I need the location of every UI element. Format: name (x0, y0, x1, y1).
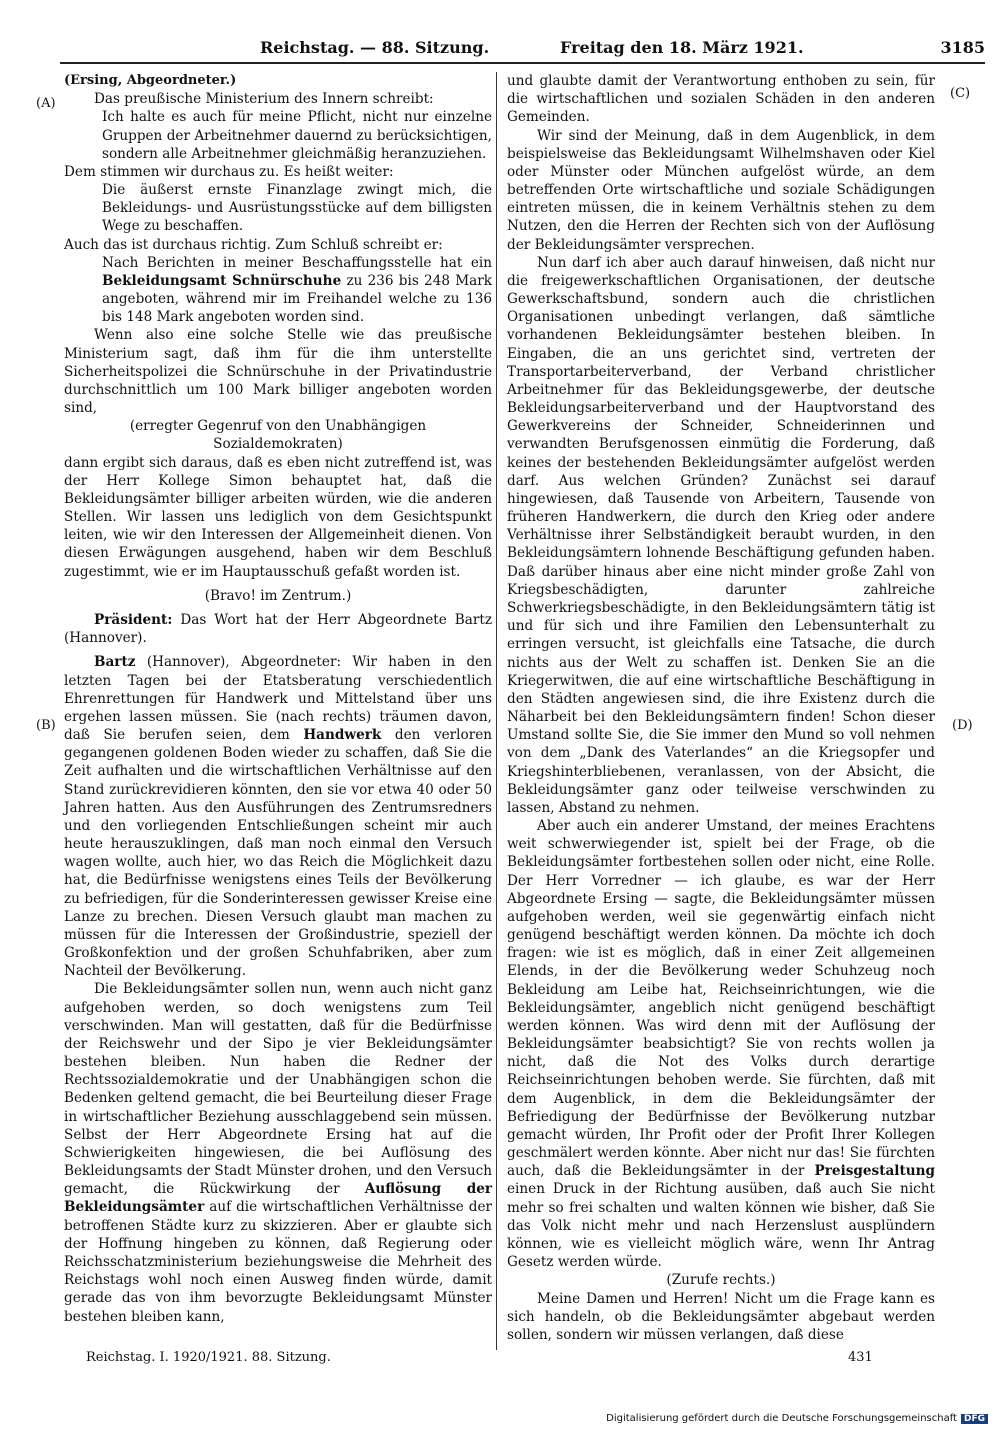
credit-text: Digitalisierung gefördert durch die Deutsche Forschungsgemeinschaft (606, 1413, 957, 1424)
header-title: Reichstag. — 88. Sitzung. (260, 38, 490, 57)
interjection: (erregter Gegenruf von den Unabhängigen Sozialdemokraten) (129, 418, 427, 453)
column-divider (496, 72, 497, 1350)
text-run: (Hannover), Abgeordneter: Wir haben in den letzten Tagen bei der Etatsberatung verschiedentlich Ehrenrettungen für Handwerk und Mittelstand über uns ergehen lassen müssen. Sie (nach rechts) träumen davon, daß Sie berufen seien, dem (64, 654, 492, 744)
quote: Ich halte es auch für meine Pflicht, nicht nur einzelne Gruppen der Arbeitnehmer dauernd zu berücksichtigen, sondern alle Arbeitnehmer gleichmäßig heranzuziehen. (102, 109, 492, 162)
margin-mark-a: (A) (36, 96, 56, 111)
paragraph: und glaubte damit der Verantwortung enthoben zu sein, für die wirtschaftlichen und sozialen Schäden in den anderen Gemeinden. (507, 73, 935, 126)
page-number: 3185 (940, 38, 985, 57)
footer-left: Reichstag. I. 1920/1921. 88. Sitzung. (86, 1350, 331, 1365)
paragraph (64, 980, 492, 1325)
paragraph: Dem stimmen wir durchaus zu. Es heißt weiter: (64, 163, 394, 180)
interjection: (Bravo! im Zentrum.) (204, 587, 352, 604)
speaker-label: Präsident: (94, 611, 173, 628)
text-run: Aber auch ein anderer Umstand, der meines Erachtens weit schwerwiegender ist, spielt bei der Frage, ob die Bekleidungsämter fortbestehen sollen oder nicht, eine Rolle. Der Herr Vorredner — ich glaube, es war der Herr Abgeordnete Ersing — sagte, die Bekleidungsämter müssen aufgehoben werden, weil sie gegenwärtig einfach nicht genügend beschäftigt werden können. Da möchte ich doch fragen: wie ist es möglich, daß in einer Zeit allgemeinen Elends, in der die Bevölkerung weder Schuhzeug noch Bekleidung am Leibe hat, Reichseinrichtungen, wie die Bekleidungsämter, angeblich nicht genügend beschäftigt werden können. Was wird denn mit der Auflösung der Bekleidungsämter beabsichtigt? Sie von rechts wollen ja nicht, daß die Not des Volks durch derartige Reichseinrichtungen behoben werde. Sie fürchten, daß mit dem Augenblick, in dem die Bekleidungsämter der Befriedigung der Bedürfnisse der Bevölkerung nutzbar gemacht würden, Ihr Profit oder der Profit Ihrer Kollegen geschmälert werden könnte. Aber nicht nur das! Sie fürchten auch, daß die Bekleidungsämter in der (507, 818, 935, 1180)
text-run: den verloren gegangenen goldenen Boden wieder zu schaffen, daß Sie die Zeit aufhalten und die wirtschaftlichen Verhältnisse auf den Stand zurückrevidieren könnten, den sie vor etwa 40 oder 50 Jahren hatten. Aus den Ausführungen des Zentrumsredners und den vorliegenden Entschließungen scheint mir auch heute herauszuklingen, daß man noch einmal den Versuch wagen wollte, auch hier, wo das Reich die Möglichkeit dazu hat, die Bedürfnisse wenigstens eines Teils der Bevölkerung zu befriedigen, für die Sonderinteressen gewisser Kreise eine Lanze zu brechen. Diesen Versuch glaubt man machen zu müssen für die Interessen der Großindustrie, speziell der Großkonfektion und der großen Schuhfabriken, aber zum Nachteil der Bevölkerung. (64, 727, 492, 980)
margin-mark-c: (C) (950, 86, 971, 101)
paragraph: dann ergibt sich daraus, daß es eben nicht zutreffend ist, was der Herr Kollege Simon behauptet hat, daß die Bekleidungsämter billiger arbeiten würden, wie die anderen Stellen. Wir lassen uns lediglich von dem Gesichtspunkt leiten, wie wir den Interessen der Allgemeinheit dienen. Von diesen Erwägungen ausgehend, haben wir dem Beschluß zugestimmt, wie er im Hauptausschuß gefaßt worden ist. (64, 454, 492, 580)
paragraph (507, 817, 935, 1271)
text-run: zu 236 bis 248 Mark angeboten, während mir im Freihandel welche zu 136 bis 148 Mark angeboten worden sind. (102, 272, 492, 326)
bold-phrase: Preisgestaltung (814, 1163, 935, 1180)
bold-phrase: Auflösung der Bekleidungsämter (64, 1181, 493, 1216)
margin-mark-b: (B) (36, 718, 56, 733)
paragraph: Wenn also eine solche Stelle wie das preußische Ministerium sagt, daß ihm für die ihm unterstellte Sicherheitspolizei die Schnürschuhe in der Privatindustrie durchschnittlich um 100 Mark billiger angeboten worden sind, (64, 327, 492, 417)
left-column (64, 72, 492, 1326)
paragraph: Nun darf ich aber auch darauf hinweisen, daß nicht nur die freigewerkschaftlichen Organisationen, der deutsche Gewerkschaftsbund, sondern auch die christlichen Organisationen unbedingt verlangen, daß sämtliche vorhandenen Bekleidungsämter bestehen bleiben. In Eingaben, die an uns gerichtet sind, vertreten der Transportarbeiterverband, der Verband christlicher Arbeitnehmer für das Bekleidungsgewerbe, der deutsche Bekleidungsarbeiterverband und der Hauptvorstand des Gewerkvereins der Schneider, Schneiderinnen und verwandten Berufsgenossen einmütig die Forderung, daß keines der bestehenden Bekleidungsämter aufgelöst werden darf. Aus welchen Gründen? Zunächst sei darauf hingewiesen, daß Tausende von Arbeitern, Tausende von früheren Handwerkern, die durch den Krieg oder andere Verhältnisse ihrer Selbständigkeit beraubt wurden, in den Bekleidungsämtern lohnende Beschäftigung gefunden haben. Daß darüber hinaus aber eine nicht minder große Zahl von Kriegsbeschädigten, darunter zahlreiche Schwerkriegsbeschädigte, in den Bekleidungsämtern tätig ist und für sich und ihre Familien den Lebensunterhalt zu erringen versucht, ist gleichfalls eine Tatsache, die durch nichts aus der Welt zu schaffen ist. Denken Sie an die Kriegerwitwen, die auf eine wirtschaftliche Beschäftigung in den Städten angewiesen sind, die ihre Existenz durch die Näharbeit bei den Bekleidungsämtern finden! Schon dieser Umstand sollte Sie, die Sie immer den Mund so voll nehmen von dem „Dank des Vaterlandes“ an die Kriegsopfer und Kriegshinterbliebenen, veranlassen, von der Absicht, die Bekleidungsämter ganz oder teilweise verschwinden zu lassen, Abstand zu nehmen. (507, 254, 935, 816)
bold-phrase: Handwerk (303, 727, 382, 744)
text-run: Die Bekleidungsämter sollen nun, wenn auch nicht ganz aufgehoben werden, so doch wenigstens zum Teil verschwinden. Man will gestatten, daß für die Bedürfnisse der Reichswehr und der Sipo je vier Bekleidungsämter bestehen bleiben. Nun haben die Redner der Rechtssozialdemokratie und der Unabhängigen schon die Bedenken geltend gemacht, die bei Beurteilung dieser Frage in wirtschaftlicher Beziehung ausschlaggebend sein müssen. Selbst der Herr Abgeordnete Ersing hat auf die Schwierigkeiten hingewiesen, die bei Auflösung des Bekleidungsamts der Stadt Münster drohen, und den Versuch gemacht, die Rückwirkung der (64, 981, 492, 1198)
quote (64, 254, 492, 327)
interjection: (Zurufe rechts.) (666, 1272, 776, 1289)
bold-phrase: Bekleidungsamt Schnürschuhe (102, 272, 342, 289)
header-date: Freitag den 18. März 1921. (560, 38, 804, 57)
quote: Die äußerst ernste Finanzlage zwingt mich, die Bekleidungs- und Ausrüstungsstücke auf dem billigsten Wege zu beschaffen. (102, 182, 492, 235)
paragraph: Wir sind der Meinung, daß in dem Augenblick, in dem beispielsweise das Bekleidungsamt Wilhelmshaven oder Kiel oder Münster oder München aufgelöst würde, an dem betreffenden Orte wirtschaftliche und soziale Schädigungen eintreten müssen, die in keinem Verhältnis stehen zu dem Nutzen, den die Herren der Rechten sich von der Auflösung der Bekleidungsämter versprechen. (507, 127, 935, 253)
paragraph: Auch das ist durchaus richtig. Zum Schluß schreibt er: (64, 236, 443, 253)
paragraph (64, 611, 492, 647)
text-run: einen Druck in der Richtung ausüben, daß auch Sie nicht mehr so frei schalten und walten können wie bisher, daß Sie das Volk nicht mehr und nach Herzenslust ausplündern können, wie es vielleicht möglich wäre, wenn Ihr Antrag Gesetz werden würde. (507, 1181, 935, 1271)
speaker-note: (Ersing, Abgeordneter.) (64, 73, 237, 88)
dfg-logo: DFG (961, 1414, 988, 1424)
digitization-credit (606, 1413, 988, 1424)
text-run: Das Wort hat der Herr Abgeordnete Bartz (Hannover). (64, 611, 492, 647)
text-run: auf die wirtschaftlichen Verhältnisse der betroffenen Städte kurz zu skizzieren. Aber er glaubte sich der Hoffnung hingeben zu können, daß Regierung oder Reichsschatzministerium beziehungsweise die Mehrheit des Reichstags wohl noch einen Ausweg finden würde, damit gerade das von ihm bevorzugte Bekleidungsamt Münster bestehen bleiben kann, (64, 1199, 492, 1325)
paragraph: Meine Damen und Herren! Nicht um die Frage kann es sich handeln, ob die Bekleidungsämter abgebaut werden sollen, sondern wir müssen verlangen, daß diese (507, 1290, 935, 1343)
speaker-name: Bartz (94, 654, 136, 671)
margin-mark-d: (D) (952, 718, 973, 733)
text-run: Nach Berichten in meiner Beschaffungsstelle hat ein (102, 254, 492, 271)
footer-page: 431 (848, 1350, 873, 1365)
header-rule (60, 62, 985, 64)
paragraph (64, 653, 492, 980)
paragraph: Das preußische Ministerium des Innern schreibt: (94, 91, 434, 108)
right-column (507, 72, 935, 1344)
